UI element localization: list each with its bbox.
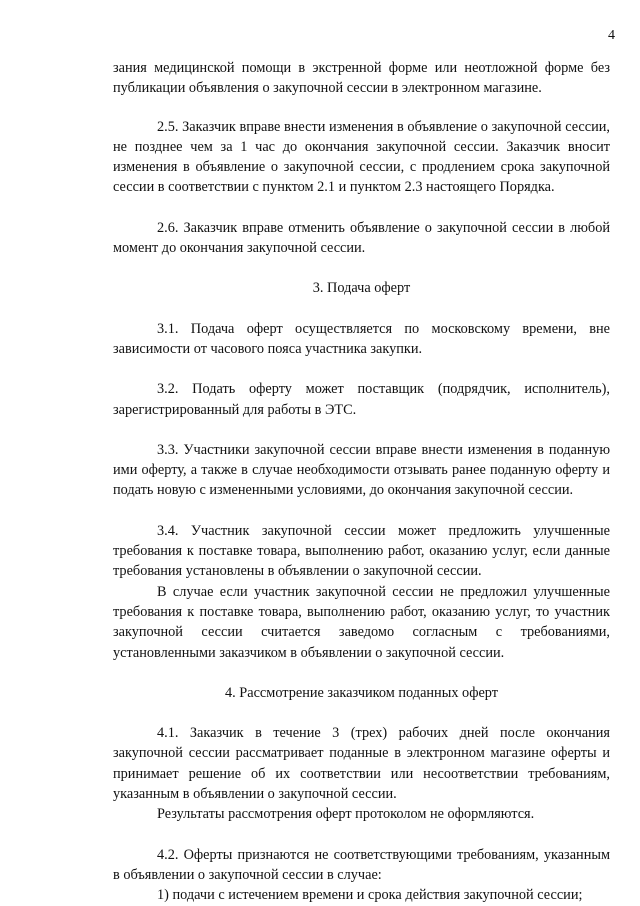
paragraph-2-5: 2.5. Заказчик вправе внести изменения в объявление о закупочной сессии, не позднее чем за 1 час до окончания закупочной сессии. Заказчик вносит изменения в объявление о закупочной сессии, с продлением срока закупочной сессии в соответствии с пунктом 2.1 и пунктом 2.3 настоящего Порядка.	[113, 118, 610, 196]
paragraph-3-1: 3.1. Подача оферт осуществляется по московскому времени, вне зависимости от часового пояса участника закупки.	[113, 320, 610, 357]
paragraph-4-2: 4.2. Оферты признаются не соответствующими требованиям, указанным в объявлении о закупочной сессии в случае:	[113, 846, 610, 883]
section-heading-3: 3. Подача оферт	[312, 280, 411, 297]
paragraph-4-1: 4.1. Заказчик в течение 3 (трех) рабочих дней после окончания закупочной сессии рассматривает поданные в электронном магазине оферты и принимает решение об их соответствии или несоответствии требованиям, указанным в объявлении о закупочной сессии.	[113, 725, 610, 803]
document-body	[113, 58, 610, 906]
paragraph-intro: зания медицинской помощи в экстренной форме или неотложной форме без публикации объявления о закупочной сессии в электронном магазине.	[113, 60, 610, 97]
paragraph-3-2: 3.2. Подать оферту может поставщик (подрядчик, исполнитель), зарегистрированный для работы в ЭТС.	[113, 381, 610, 418]
paragraph-2-6: 2.6. Заказчик вправе отменить объявление о закупочной сессии в любой момент до окончания закупочной сессии.	[113, 219, 610, 257]
paragraph-4-1-continued: Результаты рассмотрения оферт протоколом не оформляются.	[157, 806, 535, 823]
paragraph-3-4: 3.4. Участник закупочной сессии может предложить улучшенные требования к поставке товара, выполнению работ, оказанию услуг, если данные требования установлены в объявлении о закупочной сессии.	[113, 522, 610, 580]
section-heading-4: 4. Рассмотрение заказчиком поданных оферт	[224, 684, 499, 701]
page-number: 4	[608, 28, 615, 43]
paragraph-3-3: 3.3. Участники закупочной сессии вправе внести изменения в поданную ими оферту, а также в случае необходимости отзывать ранее поданную оферту и подать новую с измененными условиями, до окончания закупочной сессии.	[113, 441, 610, 499]
paragraph-3-4-continued: В случае если участник закупочной сессии не предложил улучшенные требования к поставке товара, выполнению работ, оказанию услуг, то участник закупочной сессии считается заведомо согласным с требованиями, установленными заказчиком в объявлении о закупочной сессии.	[113, 583, 610, 661]
paragraph-4-2-item-1: 1) подачи с истечением времени и срока действия закупочной сессии;	[157, 887, 583, 904]
